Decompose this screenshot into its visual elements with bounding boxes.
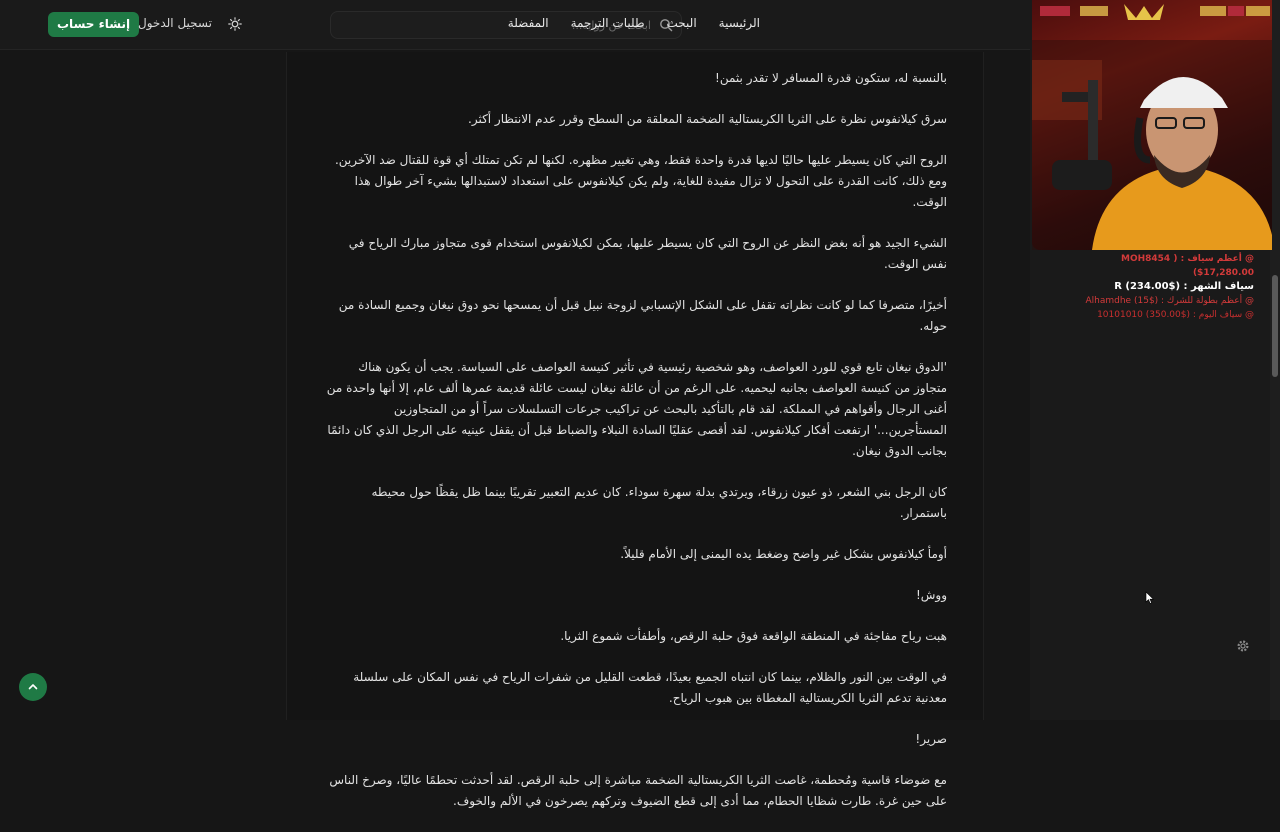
chapter-content: [286, 52, 984, 808]
paragraph: مع ضوضاء قاسية ومُحطمة، غاصت الثريا الكريستالية الضخمة مباشرة إلى حلبة الرقص. لقد أحدثت تحطمًا عاليًا، وصرخ الناس على حين غرة. طارت شظايا الحطام، مما أدى إلى قطع الضيوف وتركهم يصرخون في الألم والخوف.: [329, 773, 947, 808]
donations-overlay: [1064, 252, 1254, 322]
paragraph: سرق كيلانفوس نظرة على الثريا الكريستالية الضخمة المعلقة من السطح وقرر عدم الانتظار أكثر.: [468, 112, 947, 126]
mouse-cursor-icon: [1146, 592, 1154, 604]
chevron-up-icon: [27, 681, 39, 693]
paragraph: الروح التي كان يسيطر عليها حاليًا لديها قدرة واحدة فقط، وهي تغيير مظهره. لكنها لم تكن تمتلك أي قوة للقتال ضد الآخرين. ومع ذلك، كانت القدرة على التحول لا تزال مفيدة للغاية، ولم يكن كيلانفوس على استعداد لاستبدالها بشيء آخر طوال هذا الوقت.: [334, 153, 947, 209]
paragraph: أومأ كيلانفوس بشكل غير واضح وضغط يده اليمنى إلى الأمام قليلاً.: [620, 547, 947, 561]
register-button[interactable]: إنشاء حساب: [48, 12, 139, 37]
paragraph: هبت رياح مفاجئة في المنطقة الواقعة فوق حلبة الرقص، وأطفأت شموع الثريا.: [560, 629, 947, 643]
scroll-to-top-button[interactable]: [19, 673, 47, 701]
paragraph: صرير!: [915, 732, 947, 746]
paragraph: ووش!: [915, 588, 947, 602]
month-donor-line: سياف الشهر : ($234.00) R: [1114, 281, 1254, 292]
scrollbar-thumb[interactable]: [1272, 275, 1278, 377]
nav-link-search[interactable]: البحث: [666, 16, 697, 30]
streamer-webcam: [1032, 0, 1272, 250]
gear-icon[interactable]: [1236, 639, 1250, 653]
top-donor-line: @ أعظم سياف : ( MOH8454 ($17,280.00: [1121, 254, 1254, 278]
top-navbar: [0, 0, 1030, 50]
login-link[interactable]: تسجيل الدخول: [138, 16, 212, 30]
donor-line: @ سياف اليوم : ($350.00) 10101010: [1097, 310, 1254, 320]
nav-link-home[interactable]: الرئيسية: [718, 16, 760, 30]
nav-link-translation-requests[interactable]: طلبات الترجمة: [570, 16, 645, 30]
paragraph: 'الدوق نيغان تابع قوي للورد العواصف، وهو شخصية رئيسية في تأثير كنيسة العواصف على السياسة. يجب أن يكون هناك متجاوز من كنيسة العواصف بجانبه ليحميه. على الرغم من أن عائلة نيغان ليست عائلة قديمة عمرها ألف عام، إلا أنها واحدة من أغنى الرجال وأقواهم في المملكة. لقد قام بالتأكيد بالبحث عن تراكيب جرعات التسلسلات سراً أو من المتجاوزين المستأجرين...' ارتفعت أفكار كيلانفوس. لقد أقصى عقليًا السادة النبلاء والضباط قبل أن يقفل عينيه على الرجل الذي كان دائمًا بجانب الدوق نيغان.: [326, 360, 947, 458]
donor-line: @ أعظم بطولة للشرك : ($15) Alhamdhe: [1085, 296, 1254, 306]
theme-toggle[interactable]: [228, 16, 244, 32]
sun-icon: [228, 17, 242, 31]
paragraph: بالنسبة له، ستكون قدرة المسافر لا تقدر بثمن!: [715, 71, 947, 85]
paragraph: الشيء الجيد هو أنه بغض النظر عن الروح التي كان يسيطر عليها، يمكن لكيلانفوس استخدام قوى متجاوز مبارك الرياح في نفس الوقت.: [348, 236, 947, 271]
paragraph: أخيرًا، متصرفا كما لو كانت نظراته تقفل على الشكل الإتسبابي لزوجة نبيل قبل أن يمسحها نحو دوق نيغان وجميع السادة من حوله.: [338, 298, 947, 333]
main-nav: [508, 16, 760, 30]
paragraph: كان الرجل بني الشعر، ذو عيون زرقاء، ويرتدي بدلة سهرة سوداء. كان عديم التعبير تقريبًا بينما ظل يقظًا حول محيطه باستمرار.: [371, 485, 947, 520]
nav-link-favorites[interactable]: المفضلة: [507, 16, 549, 30]
streamer-figure: [1032, 0, 1272, 250]
paragraph: في الوقت بين النور والظلام، بينما كان انتباه الجميع بعيدًا، قطعت القليل من شفرات الرياح في نفس المكان على سلسلة معدنية تدعم الثريا الكريستالية المغطاة بين هبوب الرياح.: [353, 670, 947, 705]
